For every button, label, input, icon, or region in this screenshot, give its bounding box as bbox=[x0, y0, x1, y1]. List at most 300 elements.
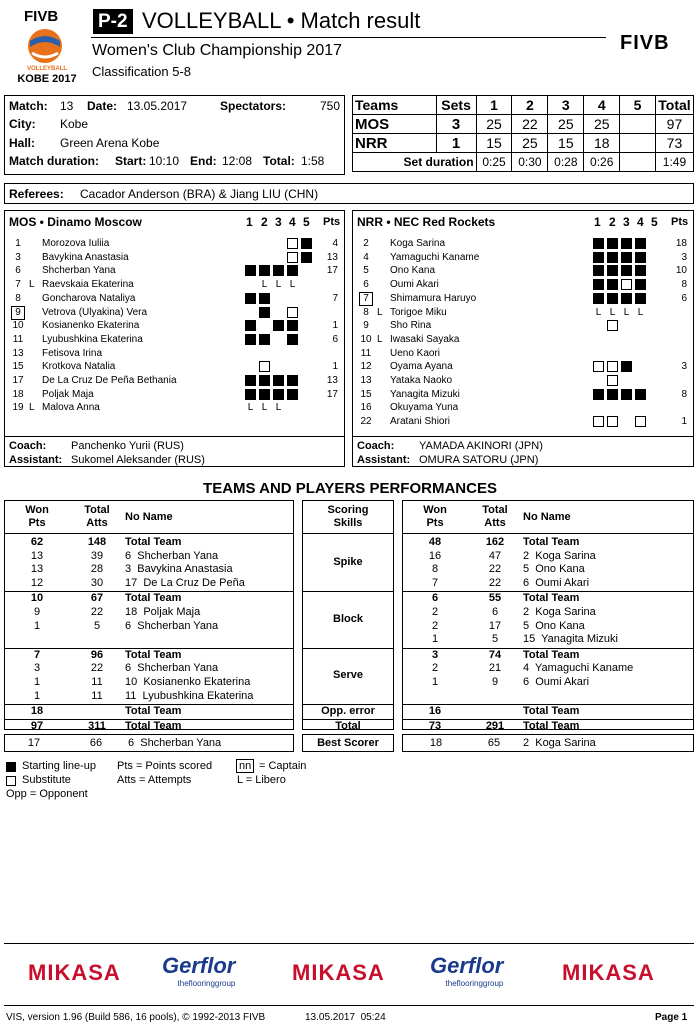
won-pts: 3 bbox=[431, 648, 439, 661]
total-atts: 22 bbox=[90, 662, 104, 675]
player-name: Kosianenko Ekaterina bbox=[42, 320, 140, 332]
total-time: 1:58 bbox=[301, 154, 325, 168]
starting-square-icon bbox=[607, 389, 618, 400]
won-pts: 7 bbox=[33, 648, 41, 661]
hall-value: Green Arena Kobe bbox=[60, 136, 160, 150]
classification: Classification 5-8 bbox=[92, 64, 191, 79]
assistant-label: Assistant: bbox=[357, 454, 411, 466]
starting-square-icon bbox=[621, 238, 632, 249]
sponsor-gerflor: Gerflor bbox=[430, 953, 504, 978]
skill-name: Spike bbox=[333, 556, 363, 569]
set-score: 22 bbox=[512, 115, 548, 134]
referees-box bbox=[4, 183, 694, 204]
player-points: 8 bbox=[681, 279, 687, 291]
page-title: VOLLEYBALL • Match result bbox=[142, 8, 421, 33]
performer-name: Total Team bbox=[125, 648, 182, 661]
substitute-square-icon bbox=[607, 361, 618, 372]
coach-name: Panchenko Yurii (RUS) bbox=[71, 440, 184, 452]
starting-square-icon bbox=[607, 279, 618, 290]
starting-square-icon bbox=[593, 389, 604, 400]
assistant-label: Assistant: bbox=[9, 454, 63, 466]
starting-square-icon bbox=[635, 293, 646, 304]
player-number: 2 bbox=[363, 238, 369, 249]
total-atts: 11 bbox=[91, 676, 103, 688]
start-label: Start: bbox=[115, 154, 147, 168]
header-divider bbox=[403, 533, 693, 534]
set-duration-label: Set duration bbox=[353, 153, 477, 172]
player-name: De La Cruz De Peña Bethania bbox=[42, 375, 177, 386]
total-atts: 148 bbox=[87, 536, 107, 548]
player-row bbox=[5, 374, 344, 388]
starting-square-icon bbox=[273, 265, 284, 276]
event-logo-line1: VOLLEYBALL bbox=[27, 66, 67, 72]
performer-name: Total Team bbox=[523, 536, 580, 548]
starting-square-icon bbox=[259, 375, 270, 386]
won-pts: 13 bbox=[30, 549, 44, 562]
referees-value: Cacador Anderson (BRA) & Jiang LIU (CHN) bbox=[80, 187, 319, 201]
legend-atts: Atts = Attempts bbox=[117, 774, 192, 786]
skill-name: Total bbox=[335, 719, 361, 732]
substitute-square-icon bbox=[6, 776, 16, 786]
total-atts: 17 bbox=[488, 619, 502, 632]
end-label: End: bbox=[190, 154, 217, 168]
legend-pts: Pts = Points scored bbox=[117, 760, 213, 772]
starting-square-icon bbox=[245, 293, 256, 304]
pts-header: Pts bbox=[671, 216, 689, 228]
total-header: Total bbox=[482, 504, 508, 516]
coach-label: Coach: bbox=[357, 440, 395, 452]
starting-square-icon bbox=[593, 293, 604, 304]
starting-square-icon bbox=[259, 334, 270, 345]
performer-name: Total Team bbox=[125, 720, 182, 733]
player-row bbox=[5, 333, 344, 347]
player-number: 11 bbox=[12, 333, 24, 345]
starting-square-icon bbox=[621, 389, 632, 400]
coach-divider bbox=[5, 436, 344, 437]
libero-set-marker: L bbox=[595, 306, 602, 318]
scoring-header: Scoring bbox=[327, 504, 369, 516]
starting-square-icon bbox=[593, 252, 604, 263]
no-name-header: No Name bbox=[125, 511, 173, 523]
sets-won: 1 bbox=[436, 134, 476, 153]
player-points: 17 bbox=[326, 388, 338, 400]
best-atts: 66 bbox=[89, 737, 103, 749]
score-row-team-a bbox=[353, 115, 694, 134]
best-scorer-a bbox=[4, 734, 294, 752]
pts-header: Pts bbox=[426, 517, 444, 529]
player-name: Koga Sarina bbox=[390, 238, 446, 249]
starting-square-icon bbox=[287, 375, 298, 386]
starting-square-icon bbox=[635, 238, 646, 249]
performer-name: 5 Ono Kana bbox=[523, 563, 585, 576]
volleyball-ball-icon bbox=[24, 27, 66, 65]
performer-name: 5 Ono Kana bbox=[523, 619, 585, 632]
performer-name: 2 Koga Sarina bbox=[523, 549, 596, 562]
score-header: Total bbox=[655, 96, 693, 115]
starting-square-icon bbox=[259, 293, 270, 304]
competition-name: Women's Club Championship 2017 bbox=[92, 42, 343, 59]
set-score: 15 bbox=[548, 134, 584, 153]
gerflor-tagline: theflooringgroup bbox=[445, 979, 504, 988]
performer-name: 3 Bavykina Anastasia bbox=[125, 563, 233, 576]
performance-heading: TEAMS AND PLAYERS PERFORMANCES bbox=[203, 480, 497, 497]
score-header: 1 bbox=[476, 96, 512, 115]
total-score: 73 bbox=[655, 134, 693, 153]
set-score: 18 bbox=[584, 134, 620, 153]
total-score: 97 bbox=[655, 115, 693, 134]
legend-captain-box: nn bbox=[236, 759, 254, 773]
player-number: 15 bbox=[12, 361, 24, 373]
substitute-square-icon bbox=[635, 416, 646, 427]
won-header: Won bbox=[25, 504, 49, 516]
match-label: Match: bbox=[9, 99, 48, 113]
total-atts: 311 bbox=[88, 720, 106, 733]
player-number: 6 bbox=[363, 279, 369, 291]
set-duration-total: 1:49 bbox=[655, 153, 693, 172]
set-duration bbox=[620, 153, 656, 172]
set-score: 25 bbox=[476, 115, 512, 134]
player-name: Ueno Kaori bbox=[390, 347, 441, 359]
best-pts: 17 bbox=[27, 737, 41, 749]
player-name: Yataka Naoko bbox=[390, 375, 453, 386]
assistant-name: OMURA SATORU (JPN) bbox=[419, 454, 539, 466]
starting-square-icon bbox=[593, 279, 604, 290]
player-name: Lyubushkina Ekaterina bbox=[42, 333, 143, 345]
skills-header: Skills bbox=[333, 517, 363, 529]
won-pts: 1 bbox=[33, 676, 41, 688]
set-header: 5 bbox=[651, 215, 658, 229]
player-name: Shimamura Haruyo bbox=[390, 292, 477, 304]
performer-name: 6 Shcherban Yana bbox=[125, 662, 219, 675]
player-row bbox=[353, 264, 693, 278]
player-number: 16 bbox=[360, 402, 372, 414]
substitute-square-icon bbox=[287, 307, 298, 318]
set-header: 1 bbox=[594, 215, 601, 229]
won-pts: 1 bbox=[33, 619, 41, 632]
player-points: 3 bbox=[681, 251, 687, 263]
set-header: 2 bbox=[609, 215, 616, 229]
starting-square-icon bbox=[6, 762, 16, 772]
total-atts: 96 bbox=[90, 648, 104, 661]
total-atts: 6 bbox=[491, 606, 499, 618]
team-b-roster bbox=[352, 210, 694, 467]
skill-name: Block bbox=[333, 612, 363, 625]
player-number: 17 bbox=[12, 375, 24, 386]
total-label: Total: bbox=[263, 154, 295, 168]
title-divider bbox=[91, 37, 606, 38]
player-number: 7 bbox=[359, 292, 373, 306]
starting-square-icon bbox=[607, 252, 618, 263]
best-pts: 18 bbox=[429, 737, 443, 749]
player-number: 5 bbox=[363, 265, 369, 277]
team-a-name: MOS • Dinamo Moscow bbox=[9, 215, 142, 229]
atts-header: Atts bbox=[484, 517, 506, 529]
starting-square-icon bbox=[245, 265, 256, 276]
starting-square-icon bbox=[287, 389, 298, 400]
coach-divider bbox=[353, 436, 693, 437]
starting-square-icon bbox=[259, 307, 270, 318]
performer-name: Total Team bbox=[523, 648, 580, 661]
performer-name: 10 Kosianenko Ekaterina bbox=[125, 676, 251, 688]
total-atts: 22 bbox=[488, 577, 502, 590]
player-number: 18 bbox=[12, 388, 24, 400]
won-pts: 18 bbox=[30, 704, 44, 717]
player-points: 1 bbox=[332, 361, 338, 373]
player-name: Morozova Iuliia bbox=[42, 238, 110, 249]
total-atts: 67 bbox=[90, 592, 104, 605]
duration-label: Match duration: bbox=[9, 154, 99, 168]
player-number: 3 bbox=[15, 251, 21, 263]
end-time: 12:08 bbox=[222, 154, 253, 168]
set-header: 4 bbox=[637, 215, 644, 229]
libero-set-marker: L bbox=[609, 306, 616, 318]
starting-square-icon bbox=[593, 265, 604, 276]
player-row bbox=[353, 388, 693, 402]
score-row-team-b bbox=[353, 134, 694, 153]
won-pts: 9 bbox=[33, 606, 41, 618]
player-points: 13 bbox=[326, 375, 338, 386]
starting-square-icon bbox=[245, 334, 256, 345]
player-name: Torigoe Miku bbox=[390, 306, 447, 318]
player-name: Poljak Maja bbox=[42, 388, 94, 400]
set-score: 25 bbox=[548, 115, 584, 134]
won-header: Won bbox=[423, 504, 447, 516]
libero-marker: L bbox=[29, 402, 35, 414]
substitute-square-icon bbox=[607, 320, 618, 331]
total-atts: 22 bbox=[90, 606, 104, 618]
score-header-row bbox=[353, 96, 694, 115]
won-pts: 97 bbox=[30, 720, 44, 733]
footer-timestamp: 13.05.2017 05:24 bbox=[305, 1012, 386, 1023]
score-header: Sets bbox=[436, 96, 476, 115]
player-points: 6 bbox=[332, 333, 338, 345]
performer-name: 6 Oumi Akari bbox=[523, 676, 590, 688]
player-number: 12 bbox=[360, 361, 372, 373]
team-a-performance bbox=[4, 500, 294, 733]
sponsor-gerflor-block bbox=[162, 953, 235, 988]
performer-name: 6 Shcherban Yana bbox=[125, 549, 219, 562]
set-duration-row bbox=[353, 153, 694, 172]
set-score: 15 bbox=[476, 134, 512, 153]
player-number: 13 bbox=[360, 375, 372, 386]
sponsor-mikasa: MIKASA bbox=[562, 960, 655, 985]
starting-square-icon bbox=[621, 293, 632, 304]
starting-square-icon bbox=[245, 375, 256, 386]
player-row bbox=[353, 251, 693, 265]
starting-square-icon bbox=[607, 293, 618, 304]
city-label: City: bbox=[9, 117, 36, 131]
performer-name: 6 Oumi Akari bbox=[523, 577, 590, 590]
player-name: Yanagita Mizuki bbox=[390, 388, 460, 400]
report-code: P-2 bbox=[93, 9, 133, 34]
player-name: Oyama Ayana bbox=[390, 361, 453, 373]
set-score: 25 bbox=[584, 115, 620, 134]
performer-name: 17 De La Cruz De Peña bbox=[125, 577, 245, 590]
player-number: 10 bbox=[360, 333, 372, 345]
legend-opp: Opp = Opponent bbox=[6, 788, 88, 800]
player-name: Krotkova Natalia bbox=[42, 361, 116, 373]
performer-name: 18 Poljak Maja bbox=[125, 606, 201, 618]
player-row bbox=[353, 319, 693, 333]
libero-set-marker: L bbox=[637, 306, 644, 318]
player-name: Yamaguchi Kaname bbox=[390, 251, 480, 263]
set-duration: 0:28 bbox=[548, 153, 584, 172]
libero-marker: L bbox=[377, 333, 383, 345]
set-header: 5 bbox=[303, 215, 310, 229]
starting-square-icon bbox=[259, 265, 270, 276]
won-pts: 8 bbox=[431, 563, 439, 576]
player-row bbox=[353, 278, 693, 292]
team-b-performance bbox=[402, 500, 694, 733]
player-name: Shcherban Yana bbox=[42, 265, 116, 277]
performer-name: Total Team bbox=[125, 704, 182, 717]
starting-square-icon bbox=[635, 252, 646, 263]
player-name: Bavykina Anastasia bbox=[42, 251, 129, 263]
player-points: 8 bbox=[681, 388, 687, 400]
total-atts: 21 bbox=[488, 662, 502, 675]
set-duration: 0:25 bbox=[476, 153, 512, 172]
player-number: 9 bbox=[363, 320, 369, 332]
player-row bbox=[353, 292, 693, 306]
player-number: 19 bbox=[12, 402, 24, 414]
won-pts: 12 bbox=[30, 577, 44, 590]
sponsor-gerflor: Gerflor bbox=[162, 953, 236, 978]
player-row bbox=[353, 333, 693, 347]
won-pts: 73 bbox=[428, 720, 442, 733]
won-pts: 1 bbox=[431, 633, 439, 646]
won-pts: 16 bbox=[428, 704, 442, 717]
footer-page: Page 1 bbox=[655, 1012, 688, 1023]
start-time: 10:10 bbox=[149, 154, 180, 168]
header-divider bbox=[5, 533, 293, 534]
legend-captain: = Captain bbox=[259, 760, 307, 772]
total-atts: 30 bbox=[90, 577, 104, 590]
starting-square-icon bbox=[621, 252, 632, 263]
substitute-square-icon bbox=[593, 416, 604, 427]
performer-name: 11 Lyubushkina Ekaterina bbox=[125, 689, 254, 702]
best-scorer-label: Best Scorer bbox=[317, 737, 379, 749]
match-number: 13 bbox=[60, 99, 74, 113]
libero-set-marker: L bbox=[275, 402, 282, 414]
player-row bbox=[5, 401, 344, 415]
scoring-skills-column bbox=[302, 500, 394, 730]
no-name-header: No Name bbox=[523, 511, 571, 523]
won-pts: 10 bbox=[30, 592, 44, 605]
player-number: 1 bbox=[15, 238, 21, 249]
player-points: 18 bbox=[675, 238, 687, 249]
player-name: Oumi Akari bbox=[390, 279, 439, 291]
fivb-small-logo: FIVB bbox=[24, 8, 59, 25]
won-pts: 3 bbox=[33, 662, 41, 675]
set-header: 1 bbox=[246, 215, 253, 229]
substitute-square-icon bbox=[287, 238, 298, 249]
performer-name: Total Team bbox=[523, 720, 580, 733]
starting-square-icon bbox=[635, 389, 646, 400]
player-row bbox=[353, 415, 693, 429]
performer-name: 6 Shcherban Yana bbox=[125, 619, 219, 632]
player-number: 4 bbox=[363, 251, 369, 263]
hall-label: Hall: bbox=[9, 136, 36, 150]
total-atts: 55 bbox=[488, 592, 502, 605]
player-name: Iwasaki Sayaka bbox=[390, 333, 460, 345]
sponsor-mikasa: MIKASA bbox=[28, 960, 121, 985]
libero-set-marker: L bbox=[247, 402, 254, 414]
set-header: 4 bbox=[289, 215, 296, 229]
set-score: 25 bbox=[512, 134, 548, 153]
atts-header: Atts bbox=[86, 517, 108, 529]
starting-square-icon bbox=[273, 375, 284, 386]
won-pts: 13 bbox=[30, 563, 44, 576]
match-date: 13.05.2017 bbox=[127, 99, 188, 113]
set-duration: 0:30 bbox=[512, 153, 548, 172]
player-points: 1 bbox=[681, 416, 687, 428]
total-atts: 47 bbox=[488, 549, 502, 562]
set-header: 2 bbox=[261, 215, 268, 229]
best-atts: 65 bbox=[487, 737, 501, 749]
referees-label: Referees: bbox=[9, 187, 64, 201]
team-code: MOS bbox=[353, 115, 437, 134]
performer-name: Total Team bbox=[125, 536, 182, 548]
starting-square-icon bbox=[607, 238, 618, 249]
won-pts: 6 bbox=[431, 592, 439, 605]
legend bbox=[4, 760, 324, 802]
won-pts: 2 bbox=[431, 662, 439, 675]
starting-square-icon bbox=[273, 320, 284, 331]
team-b-name: NRR • NEC Red Rockets bbox=[357, 215, 496, 229]
player-row bbox=[5, 292, 344, 306]
starting-square-icon bbox=[621, 265, 632, 276]
player-points: 3 bbox=[681, 361, 687, 373]
skill-name: Opp. error bbox=[321, 704, 375, 717]
starting-square-icon bbox=[287, 334, 298, 345]
score-header: 3 bbox=[548, 96, 584, 115]
fivb-logo: FIVB bbox=[620, 32, 670, 54]
player-row bbox=[5, 347, 344, 361]
team-a-player-list bbox=[5, 237, 344, 427]
substitute-square-icon bbox=[607, 416, 618, 427]
player-row bbox=[5, 360, 344, 374]
starting-square-icon bbox=[593, 238, 604, 249]
coach-label: Coach: bbox=[9, 440, 47, 452]
player-number: 7 bbox=[15, 279, 21, 291]
score-header: 4 bbox=[584, 96, 620, 115]
total-atts: 162 bbox=[485, 536, 505, 548]
libero-set-marker: L bbox=[623, 306, 630, 318]
set-header: 3 bbox=[275, 215, 282, 229]
player-name: Okuyama Yuna bbox=[390, 402, 459, 414]
performer-name: Total Team bbox=[523, 592, 580, 605]
player-row bbox=[5, 237, 344, 251]
won-pts: 16 bbox=[428, 549, 442, 562]
player-row bbox=[353, 374, 693, 388]
pts-header: Pts bbox=[28, 517, 46, 529]
player-number: 15 bbox=[360, 388, 372, 400]
starting-square-icon bbox=[259, 389, 270, 400]
player-name: Goncharova Nataliya bbox=[42, 292, 136, 304]
player-name: Ono Kana bbox=[390, 265, 436, 277]
total-atts: 5 bbox=[93, 619, 101, 632]
starting-square-icon bbox=[635, 265, 646, 276]
starting-square-icon bbox=[273, 389, 284, 400]
player-points: 10 bbox=[675, 265, 687, 277]
won-pts: 2 bbox=[431, 619, 439, 632]
libero-set-marker: L bbox=[261, 402, 268, 414]
sponsor-divider-top bbox=[4, 943, 694, 944]
skill-name: Serve bbox=[333, 669, 363, 681]
sponsor-mikasa: MIKASA bbox=[292, 960, 385, 985]
player-row bbox=[353, 306, 693, 320]
player-row bbox=[353, 347, 693, 361]
